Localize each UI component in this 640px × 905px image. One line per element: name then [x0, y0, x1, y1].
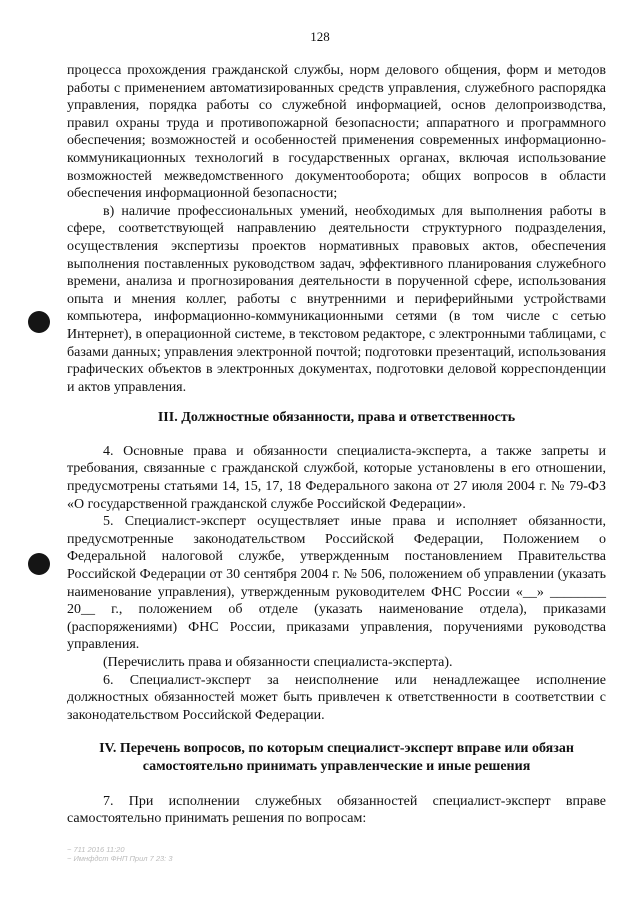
paragraph-item-5: 5. Специалист-эксперт осуществляет иные права и исполняет обязанности, предусмотренные законодательством Российской Федерации, Положением о Федеральной налоговой службе, утвержденным постановлением Правительства Российской Федерации от 30 сентября 2004 г. № 506, положением об управлении (указать наименование управления), утвержденным руководителем ФНС России «__» ________ 20__ г., положением об отделе (указать наименование отдела), приказами (распоряжениями) ФНС России, приказами управления, поручениями руководства управления. — [67, 514, 606, 653]
scan-footer-line-2: ~ Имнфдст ФНП Прил 7 23: 3 — [67, 854, 173, 863]
scan-footer — [67, 845, 173, 863]
paragraph-item-5-note: (Перечислить права и обязанности специалиста-эксперта). — [103, 655, 453, 670]
section-4-heading — [67, 740, 606, 775]
binder-hole-mark — [28, 311, 50, 333]
scan-footer-line-1: ~ 711 2016 11:20 — [67, 845, 125, 854]
section-3-heading: III. Должностные обязанности, права и ответственность — [157, 410, 516, 426]
section-4-heading-line-2: самостоятельно принимать управленческие и иные решения — [142, 758, 531, 774]
page-number: 128 — [310, 29, 330, 44]
paragraph-item-7: 7. При исполнении служебных обязанностей специалист-эксперт вправе самостоятельно принимать решения по вопросам: — [67, 793, 606, 827]
paragraph-skills: в) наличие профессиональных умений, необходимых для выполнения работы в сфере, соответствующей направлению деятельности структурного подразделения, осуществления экспертизы проектов нормативных правовых актов, обеспечения выполнения поставленных руководством задач, эффективного планирования служебного времени, анализа и прогнозирования деятельности в порученной сфере, использования опыта и мнения коллег, работы с внутренними и периферийными устройствами компьютера, информационно-коммуникационными сетями (в том числе с сетью Интернет), в операционной системе, в текстовом редакторе, с электронными таблицами, с базами данных; управления электронной почтой; подготовки презентаций, использования графических объектов в электронных документах, подготовки деловой корреспонденции и актов управления. — [67, 203, 606, 395]
paragraph-item-6: 6. Специалист-эксперт за неисполнение или ненадлежащее исполнение должностных обязанностей может быть привлечен к ответственности в соответствии с законодательством Российской Федерации. — [67, 672, 606, 723]
paragraph-knowledge-continued: процесса прохождения гражданской службы, норм делового общения, форм и методов работы с применением автоматизированных средств управления, служебного распорядка управления, порядка работы со служебной информацией, основ делопроизводства, правил охраны труда и противопожарной безопасности; аппаратного и программного обеспечения; возможностей и особенностей применения современных информационно-коммуникационных технологий в государственных органах, включая использование возможностей межведомственного документооборота; общих вопросов в области обеспечения информационной безопасности; — [67, 63, 606, 202]
binder-hole-mark — [28, 553, 50, 575]
section-4-heading-line-1: IV. Перечень вопросов, по которым специалист-эксперт вправе или обязан — [99, 741, 574, 757]
document-body — [67, 62, 606, 828]
paragraph-item-4: 4. Основные права и обязанности специалиста-эксперта, а также запреты и требования, связанные с гражданской службой, которые установлены в его отношении, предусмотрены статьями 14, 15, 17, 18 Федерального закона от 27 июля 2004 г. № 79-ФЗ «О государственной гражданской службе Российской Федерации». — [67, 443, 606, 512]
